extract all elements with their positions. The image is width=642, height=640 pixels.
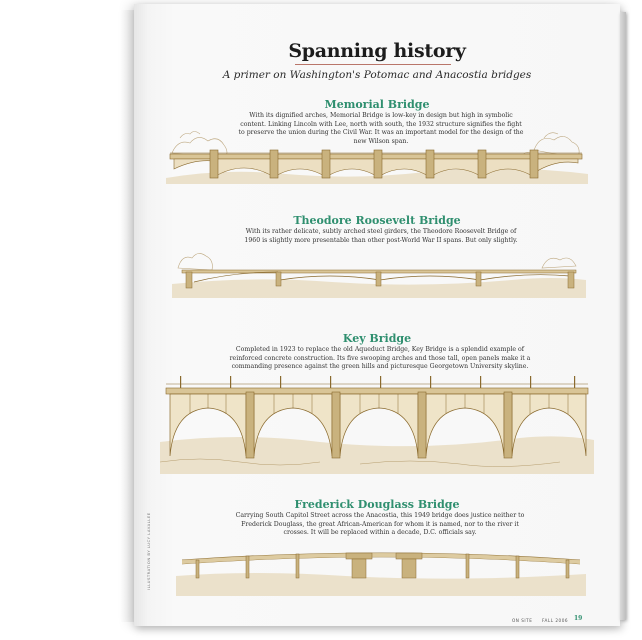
bridge-title-memorial: Memorial Bridge bbox=[324, 98, 430, 111]
page-title: Spanning history bbox=[288, 40, 466, 62]
bridge-title-key: Key Bridge bbox=[342, 332, 412, 345]
bridge-desc-douglass: Carrying South Capitol Street across the Anacostia, this 1949 bridge does justice neither to Frederick Douglass, the great African-American for whom it is named, nor to the river it crosses. It will be replaced within a decade, D.C. officials say. bbox=[235, 512, 525, 537]
illustration-credit: ILLUSTRATION BY LUCY LAVALLEE bbox=[146, 512, 151, 590]
title-rule bbox=[295, 64, 451, 65]
bridge-desc-key: Completed in 1923 to replace the old Aqueduct Bridge, Key Bridge is a splendid example of reinforced concrete construction. Its five swooping arches and those tall, open panels make it a commanding presence against the green hills and picturesque Georgetown University skyline. bbox=[229, 346, 531, 371]
bridge-title-roosevelt: Theodore Roosevelt Bridge bbox=[293, 214, 461, 227]
bridge-title-douglass: Frederick Douglass Bridge bbox=[294, 498, 460, 511]
footer-section: ON SITE bbox=[512, 618, 533, 623]
bridge-desc-memorial: With its dignified arches, Memorial Bridge is low-key in design but high in symbolic content. Linking Lincoln with Lee, north with south, the 1932 structure signifies the fight to preserve the union during the Civil War. It was an important model for the design of the new Wilson span. bbox=[238, 112, 524, 145]
page-subtitle: A primer on Washington's Potomac and Anacostia bridges bbox=[222, 69, 532, 81]
page-number: 19 bbox=[574, 615, 583, 622]
memorial-bridge-illustration bbox=[162, 98, 592, 192]
roosevelt-bridge-illustration bbox=[172, 222, 586, 308]
key-bridge-illustration bbox=[160, 370, 594, 480]
footer-issue: FALL 2006 bbox=[542, 618, 569, 623]
bridge-desc-roosevelt: With its rather delicate, subtly arched steel girders, the Theodore Roosevelt Bridge of 1960 is slightly more presentable than other post-World War II spans. But only slightly. bbox=[244, 228, 518, 244]
page-edge bbox=[620, 12, 626, 620]
douglass-bridge-illustration bbox=[176, 536, 586, 600]
